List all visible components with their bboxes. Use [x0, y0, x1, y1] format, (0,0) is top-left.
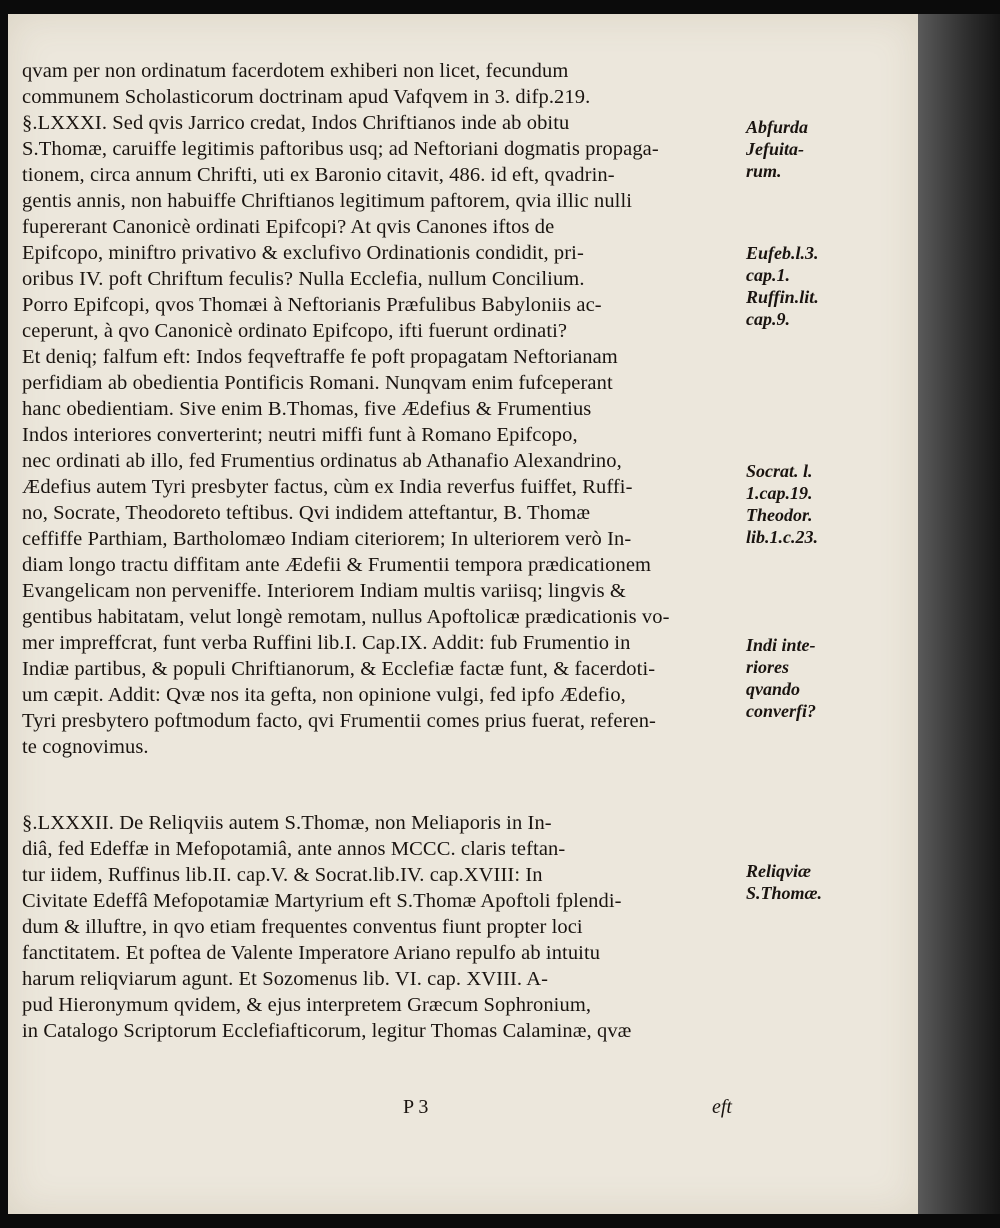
marginal-line: riores: [746, 657, 790, 677]
text-line: te cognovimus.: [22, 736, 149, 758]
text-line: gentibus habitatam, velut longè remotam, nullus Apoftolicæ prædicationis vo-: [22, 606, 670, 628]
marginal-line: qvando: [746, 679, 800, 699]
signature-mark: P 3: [403, 1096, 429, 1118]
text-line: gentis annis, non habuiffe Chriftianos legitimum paftorem, qvia illic nulli: [22, 190, 633, 212]
text-line: Ædefius autem Tyri presbyter factus, cùm ex India reverfus fuiffet, Ruffi-: [22, 476, 633, 498]
catchword: eft: [712, 1096, 732, 1118]
marginal-line: 1.cap.19.: [746, 483, 813, 503]
marginal-line: rum.: [746, 161, 782, 181]
text-line: qvam per non ordinatum facerdotem exhiberi non licet, fecundum: [22, 60, 569, 82]
marginal-line: lib.1.c.23.: [746, 527, 818, 547]
text-line: ceperunt, à qvo Canonicè ordinato Epifcopo, ifti fuerunt ordinati?: [22, 320, 568, 342]
scan-edge: [918, 14, 1000, 1214]
main-text: [22, 58, 742, 1044]
text-line: S.Thomæ, caruiffe legitimis paftoribus usq; ad Neftoriani dogmatis propaga-: [22, 138, 659, 160]
text-line: pud Hieronymum qvidem, & ejus interpretem Græcum Sophronium,: [22, 994, 592, 1016]
text-line: §.LXXXII. De Reliqviis autem S.Thomæ, non Meliaporis in In-: [22, 812, 552, 834]
text-line: fupererant Canonicè ordinati Epifcopi? At qvis Canones iftos de: [22, 216, 555, 238]
text-line: Evangelicam non perveniffe. Interiorem Indiam multis variisq; lingvis &: [22, 580, 626, 602]
text-line: Epifcopo, miniftro privativo & exclufivo Ordinationis condidit, pri-: [22, 242, 584, 264]
marginal-line: Jefuita-: [746, 139, 804, 159]
marginal-line: Ruffin.lit.: [746, 287, 819, 307]
paragraph-gap: [22, 760, 742, 810]
marginal-note: [746, 860, 846, 904]
text-line: hanc obedientiam. Sive enim B.Thomas, five Ædefius & Frumentius: [22, 398, 592, 420]
marginal-note: [746, 460, 846, 548]
text-line: oribus IV. poft Chriftum feculis? Nulla Ecclefia, nullum Concilium.: [22, 268, 585, 290]
text-line: nec ordinati ab illo, fed Frumentius ordinatus ab Athanafio Alexandrino,: [22, 450, 622, 472]
text-line: dum & illuftre, in qvo etiam frequentes conventus fiunt propter loci: [22, 916, 583, 938]
text-line: diam longo tractu diffitam ante Ædefii & Frumentii tempora prædicationem: [22, 554, 652, 576]
marginal-line: Indi inte-: [746, 635, 816, 655]
text-line: in Catalogo Scriptorum Ecclefiafticorum, legitur Thomas Calaminæ, qvæ: [22, 1020, 632, 1042]
text-line: no, Socrate, Theodoreto teftibus. Qvi indidem atteftantur, B. Thomæ: [22, 502, 591, 524]
marginal-line: Eufeb.l.3.: [746, 243, 819, 263]
text-line: um cæpit. Addit: Qvæ nos ita gefta, non opinione vulgi, fed ipfo Ædefio,: [22, 684, 626, 706]
marginal-note: [746, 242, 846, 330]
text-line: §.LXXXI. Sed qvis Jarrico credat, Indos Chriftianos inde ab obitu: [22, 112, 570, 134]
text-line: tur iidem, Ruffinus lib.II. cap.V. & Socrat.lib.IV. cap.XVIII: In: [22, 864, 543, 886]
text-line: Indos interiores converterint; neutri miffi funt à Romano Epifcopo,: [22, 424, 578, 446]
text-line: Et deniq; falfum eft: Indos feqveftraffe fe poft propagatam Neftorianam: [22, 346, 618, 368]
marginal-note: [746, 634, 846, 722]
text-line: mer impreffcrat, funt verba Ruffini lib.I. Cap.IX. Addit: fub Frumentio in: [22, 632, 631, 654]
text-line: communem Scholasticorum doctrinam apud Vafqvem in 3. difp.219.: [22, 86, 591, 108]
marginal-line: S.Thomæ.: [746, 883, 823, 903]
text-line: Tyri presbytero poftmodum facto, qvi Frumentii comes prius fuerat, referen-: [22, 710, 656, 732]
text-line: Civitate Edeffâ Mefopotamiæ Martyrium eft S.Thomæ Apoftoli fplendi-: [22, 890, 622, 912]
marginal-line: Reliqviæ: [746, 861, 811, 881]
text-line: harum reliqviarum agunt. Et Sozomenus lib. VI. cap. XVIII. A-: [22, 968, 549, 990]
marginal-line: Theodor.: [746, 505, 813, 525]
text-line: perfidiam ab obedientia Pontificis Romani. Nunqvam enim fufceperant: [22, 372, 613, 394]
marginal-line: Socrat. l.: [746, 461, 813, 481]
text-line: Porro Epifcopi, qvos Thomæi à Neftorianis Præfulibus Babyloniis ac-: [22, 294, 602, 316]
marginal-note: [746, 116, 846, 182]
book-page: [8, 14, 918, 1214]
marginal-line: converfi?: [746, 701, 816, 721]
text-line: ceffiffe Parthiam, Bartholomæo Indiam citeriorem; In ulteriorem verò In-: [22, 528, 632, 550]
text-line: diâ, fed Edeffæ in Mefopotamiâ, ante annos MCCC. claris teftan-: [22, 838, 566, 860]
text-line: tionem, circa annum Chrifti, uti ex Baronio citavit, 486. id eft, qvadrin-: [22, 164, 615, 186]
marginal-line: cap.1.: [746, 265, 790, 285]
marginal-line: cap.9.: [746, 309, 790, 329]
marginal-line: Abfurda: [746, 117, 809, 137]
text-line: fanctitatem. Et poftea de Valente Imperatore Ariano repulfo ab intuitu: [22, 942, 601, 964]
text-line: Indiæ partibus, & populi Chriftianorum, & Ecclefiæ factæ funt, & facerdoti-: [22, 658, 656, 680]
